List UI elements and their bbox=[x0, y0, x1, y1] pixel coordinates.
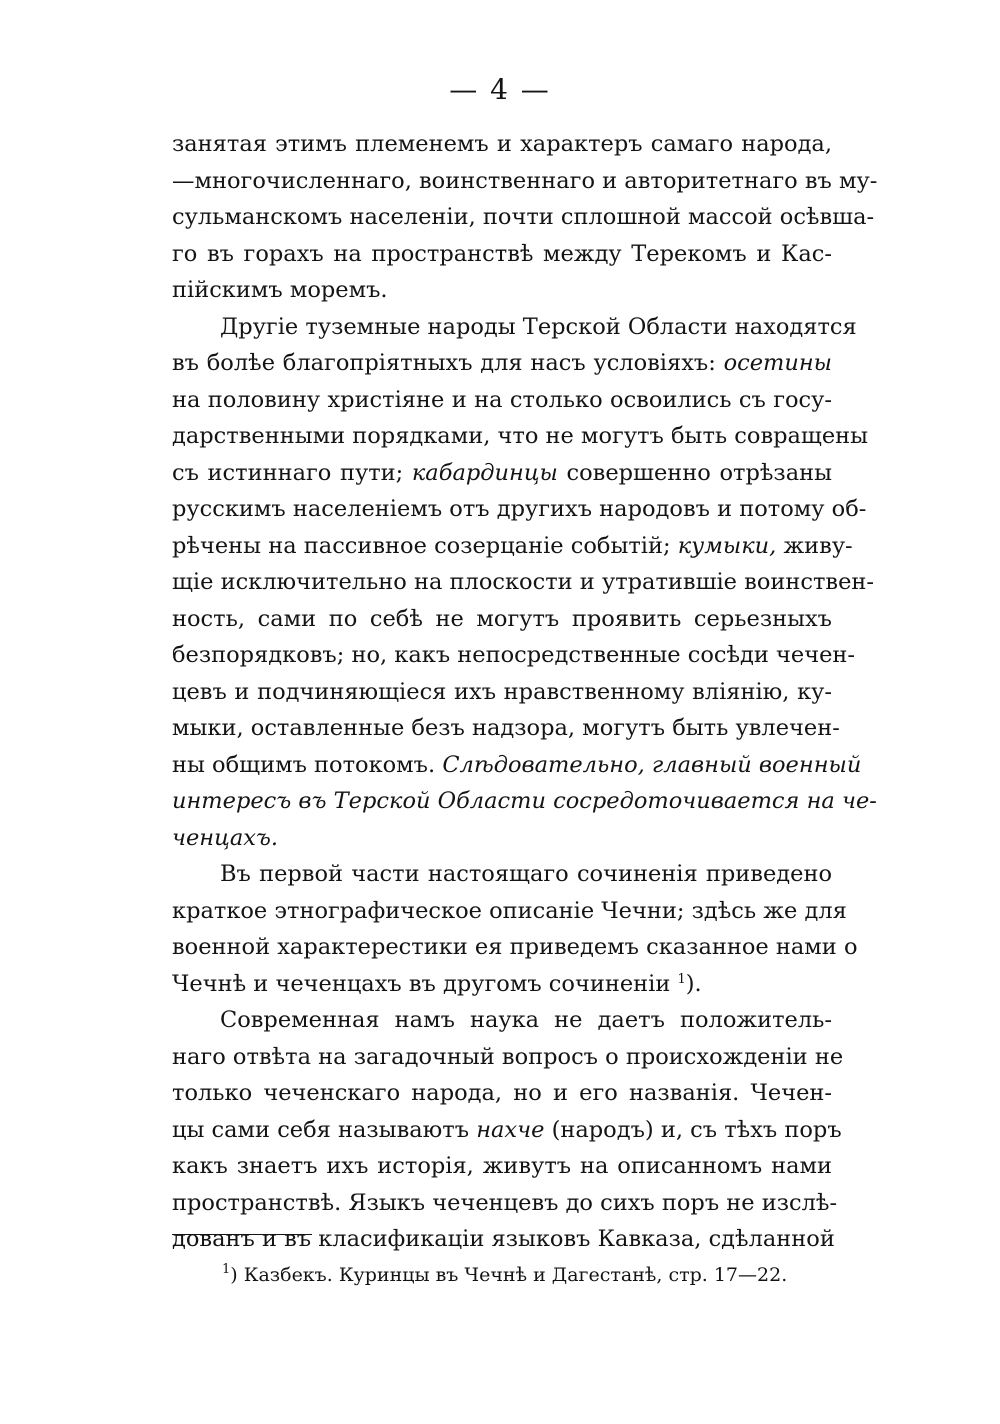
text-line bbox=[172, 966, 832, 1003]
text-line: го въ горахъ на пространствѣ между Терекомъ и Кас- bbox=[172, 240, 832, 267]
text-line: Въ первой части настоящаго сочиненiя приведено bbox=[220, 861, 832, 887]
text-line: —многочисленнаго, воинственнаго и авторитетнаго въ му- bbox=[172, 167, 878, 194]
paragraph-4 bbox=[172, 1002, 844, 1258]
text-line: на половину христiяне и на столько освоились съ госу- bbox=[172, 386, 832, 413]
text-line: наго отвѣта на загадочный вопросъ о происхожденiи не bbox=[172, 1043, 844, 1070]
text-line: Другiе туземные народы Терской Области находятся bbox=[220, 313, 857, 340]
text-line bbox=[172, 528, 853, 565]
text-line: щiе исключительно на плоскости и утратившiе воинствен- bbox=[172, 569, 874, 595]
emphasis-kumyks: кумыки, bbox=[677, 532, 777, 559]
text-line: безпорядковъ; но, какъ непосредственные сосѣди чечен- bbox=[172, 642, 856, 668]
text-line: пiйскимъ моремъ. bbox=[172, 277, 388, 303]
text-line: ность, сами по себѣ не могутъ проявить серьезныхъ bbox=[172, 605, 832, 632]
text-run: совершенно отрѣзаны bbox=[566, 459, 833, 486]
text-line: занятая этимъ племенемъ и характеръ самаго народа, bbox=[172, 131, 832, 157]
text-run: цы сами себя называютъ bbox=[172, 1116, 470, 1143]
emphasis-nakhche: нахче bbox=[476, 1116, 545, 1143]
text-run: Чечнѣ и чеченцахъ въ другомъ сочиненiи bbox=[172, 970, 671, 997]
emphasis-conclusion-line: интересъ въ Терской Области сосредоточивается на че- bbox=[172, 788, 877, 814]
text-run: живу- bbox=[783, 532, 853, 559]
text-line: краткое этнографическое описанiе Чечни; здѣсь же для bbox=[172, 897, 847, 924]
text-line: какъ знаетъ ихъ исторiя, живутъ на описанномъ нами bbox=[172, 1153, 832, 1179]
paragraph-2 bbox=[172, 309, 877, 857]
emphasis-kabardians: кабардинцы bbox=[411, 459, 558, 486]
text-line bbox=[172, 747, 862, 784]
text-line: мыки, оставленные безъ надзора, могутъ быть увлечен- bbox=[172, 715, 840, 741]
footnote-reference: 1 bbox=[677, 971, 686, 987]
emphasis-conclusion: Слѣдовательно, главный военный bbox=[442, 751, 862, 778]
text-line: дованъ и въ класификацiи языковъ Кавказа, сдѣланной bbox=[172, 1226, 835, 1252]
text-run: въ болѣе благопрiятныхъ для насъ условiяхъ: bbox=[172, 350, 716, 376]
page-number: — 4 — bbox=[449, 73, 551, 106]
text-line: цевъ и подчиняющiеся ихъ нравственному влiянiю, ку- bbox=[172, 678, 832, 705]
text-line: Современная намъ наука не даетъ положитель- bbox=[220, 1007, 832, 1033]
text-line: пространствѣ. Языкъ чеченцевъ до сихъ поръ не изслѣ- bbox=[172, 1189, 838, 1216]
text-run: ). bbox=[685, 970, 702, 997]
footnote bbox=[222, 1262, 822, 1288]
text-line: дарственными порядками, что не могутъ быть совращены bbox=[172, 423, 869, 449]
footnote-text: ) Казбекъ. Куринцы въ Чечнѣ и Дагестанѣ, стр. 17—22. bbox=[230, 1264, 788, 1286]
text-line: сульманскомъ населенiи, почти сплошной массой осѣвша- bbox=[172, 204, 875, 230]
text-line bbox=[172, 345, 832, 382]
text-line bbox=[172, 455, 832, 492]
text-line bbox=[172, 1112, 842, 1149]
text-line: только чеченскаго народа, но и его названiя. Чечен- bbox=[172, 1080, 832, 1106]
text-run: (народъ) и, съ тѣхъ поръ bbox=[551, 1116, 842, 1143]
paragraph-1 bbox=[172, 126, 878, 309]
emphasis-conclusion-end: ченцахъ. bbox=[172, 824, 279, 851]
footnote-divider bbox=[172, 1234, 312, 1235]
footnote-marker: 1 bbox=[222, 1262, 231, 1277]
text-line: русскимъ населенiемъ отъ другихъ народовъ и потому об- bbox=[172, 496, 867, 522]
body-text bbox=[172, 126, 878, 1258]
text-run: съ истиннаго пути; bbox=[172, 459, 404, 486]
text-run: рѣчены на пассивное созерцанiе событiй; bbox=[172, 532, 671, 559]
text-run: ны общимъ потокомъ. bbox=[172, 751, 436, 778]
text-line: военной характерестики ея приведемъ сказанное нами о bbox=[172, 934, 858, 960]
paragraph-3 bbox=[172, 856, 858, 1002]
emphasis-ossetians: осетины bbox=[723, 350, 832, 376]
